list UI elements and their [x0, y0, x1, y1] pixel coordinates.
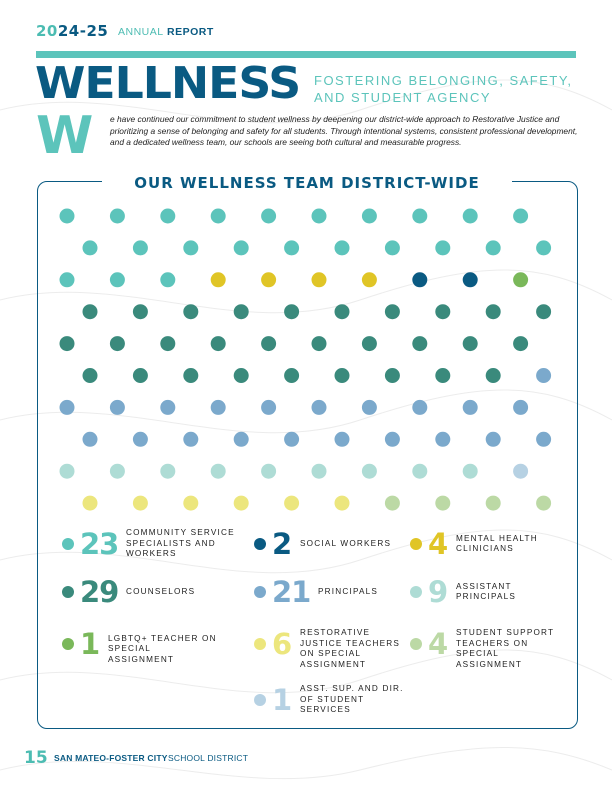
team-dot-pale_teal — [110, 464, 125, 479]
team-dot-dark_teal — [261, 336, 276, 351]
team-dot-pale_teal — [412, 464, 427, 479]
team-dot-blue — [60, 400, 75, 415]
team-dot-dark_teal — [160, 336, 175, 351]
team-dot-teal — [160, 209, 175, 224]
page-subtitle: FOSTERING BELONGING, SAFETY, AND STUDENT AGENCY — [314, 73, 573, 105]
team-dot-blue — [234, 432, 249, 447]
legend-count: 21 — [272, 575, 311, 609]
team-dot-teal — [133, 240, 148, 255]
legend-count: 6 — [272, 627, 292, 661]
team-dot-dark_teal — [486, 368, 501, 383]
legend-label: SOCIAL WORKERS — [300, 538, 392, 548]
team-dot-pale_green — [486, 496, 501, 511]
intro-paragraph: e have continued our commitment to student wellness by deepening our district-wide approach to Restorative Justice and prioritizing a sense of belonging and safety for all students. Through intentional systems, consistent professional development, and a dedicated wellness team, our schools are seeing both cultural and measurable progress. — [110, 114, 578, 148]
team-dot-blue — [133, 432, 148, 447]
team-dot-teal — [385, 240, 400, 255]
team-dot-dark_teal — [183, 304, 198, 319]
team-dot-pale_teal — [60, 464, 75, 479]
team-dot-dark_teal — [284, 368, 299, 383]
team-dot-pale_teal — [463, 464, 478, 479]
team-dot-blue — [284, 432, 299, 447]
team-dot-pale_teal — [362, 464, 377, 479]
legend-count: 9 — [428, 575, 448, 609]
team-dot-teal — [160, 272, 175, 287]
legend-count: 29 — [80, 575, 119, 609]
team-dot-dark_teal — [83, 304, 98, 319]
legend-label: STUDENT SUPPORT TEACHERS ON SPECIAL ASSIGNMENT — [456, 628, 555, 669]
team-dot-blue — [536, 368, 551, 383]
team-dot-blue — [412, 400, 427, 415]
team-dot-blue — [312, 400, 327, 415]
team-dot-blue — [536, 432, 551, 447]
legend-label: ASST. SUP. AND DIR. OF STUDENT SERVICES — [300, 684, 404, 715]
team-dot-teal — [284, 240, 299, 255]
legend-count: 4 — [428, 527, 448, 561]
team-dot-dark_teal — [385, 368, 400, 383]
team-dot-pale_teal — [261, 464, 276, 479]
team-dot-yellow — [211, 272, 226, 287]
team-dot-blue — [463, 400, 478, 415]
team-dot-pale_green — [536, 496, 551, 511]
team-dot-pale_yellow — [83, 496, 98, 511]
team-dot-pale_teal — [312, 464, 327, 479]
team-dot-blue — [261, 400, 276, 415]
team-dot-dark_teal — [183, 368, 198, 383]
legend-label: COMMUNITY SERVICE SPECIALISTS AND WORKERS — [126, 528, 235, 559]
team-dot-dark_teal — [133, 368, 148, 383]
panel-title: OUR WELLNESS TEAM DISTRICT-WIDE — [102, 172, 512, 194]
legend-count: 1 — [80, 627, 100, 661]
footer-district-name: SAN MATEO-FOSTER CITY — [54, 753, 168, 763]
team-dot-teal — [234, 240, 249, 255]
team-dot-blue — [110, 400, 125, 415]
legend-dot — [410, 538, 422, 550]
team-dot-blue — [385, 432, 400, 447]
legend-dot — [62, 638, 74, 650]
team-dot-teal — [211, 209, 226, 224]
team-dot-pale_teal — [160, 464, 175, 479]
team-dot-teal — [513, 209, 528, 224]
legend-label: COUNSELORS — [126, 586, 196, 596]
team-dot-yellow — [362, 272, 377, 287]
team-dot-teal — [60, 272, 75, 287]
team-dot-yellow — [261, 272, 276, 287]
team-dot-dark_teal — [110, 336, 125, 351]
team-dot-dark_teal — [133, 304, 148, 319]
team-dot-dark_teal — [234, 304, 249, 319]
team-dot-teal — [536, 240, 551, 255]
page-title: WELLNESS — [35, 58, 301, 109]
team-dot-pale_green — [385, 496, 400, 511]
legend-label: ASSISTANT PRINCIPALS — [456, 581, 517, 601]
legend-count: 23 — [80, 527, 119, 561]
team-dot-teal — [312, 209, 327, 224]
footer-school-district: SCHOOL DISTRICT — [168, 753, 249, 763]
team-dot-blue — [435, 432, 450, 447]
header-report: REPORT — [167, 26, 214, 38]
legend-dot — [62, 538, 74, 550]
legend-dot — [62, 586, 74, 598]
team-dot-blue — [211, 400, 226, 415]
team-dot-pale_yellow — [335, 496, 350, 511]
team-dot-blue — [183, 432, 198, 447]
team-dot-teal — [83, 240, 98, 255]
legend-dot — [254, 538, 266, 550]
legend-label: MENTAL HEALTH CLINICIANS — [456, 533, 538, 553]
team-dot-teal — [362, 209, 377, 224]
team-dot-blue — [486, 432, 501, 447]
team-dot-blue — [160, 400, 175, 415]
team-dot-teal — [435, 240, 450, 255]
team-dot-pale_green — [435, 496, 450, 511]
team-dot-dark_teal — [312, 336, 327, 351]
team-dot-teal — [110, 272, 125, 287]
team-dot-dark_teal — [211, 336, 226, 351]
team-dot-pale_yellow — [133, 496, 148, 511]
team-dot-teal — [60, 209, 75, 224]
team-dot-dark_teal — [536, 304, 551, 319]
legend-dot — [254, 586, 266, 598]
team-dot-dark_teal — [385, 304, 400, 319]
team-dot-pale_yellow — [183, 496, 198, 511]
legend-dot — [410, 586, 422, 598]
team-dot-pale_teal — [211, 464, 226, 479]
legend-dot — [254, 638, 266, 650]
team-dot-teal — [335, 240, 350, 255]
team-dot-blue — [335, 432, 350, 447]
legend-label: PRINCIPALS — [318, 586, 379, 596]
team-dot-teal — [412, 209, 427, 224]
report-year-part2: 24-25 — [57, 22, 109, 40]
report-year-part1: 20 — [36, 22, 58, 40]
team-dot-dark_teal — [234, 368, 249, 383]
team-dot-teal — [261, 209, 276, 224]
legend-label: RESTORATIVE JUSTICE TEACHERS ON SPECIAL ASSIGNMENT — [300, 628, 401, 669]
team-dot-teal — [463, 209, 478, 224]
team-dot-dark_teal — [83, 368, 98, 383]
intro-dropcap: W — [36, 106, 94, 166]
team-dot-dark_teal — [513, 336, 528, 351]
team-dot-yellow — [312, 272, 327, 287]
team-dot-blue — [513, 400, 528, 415]
team-dot-dark_teal — [486, 304, 501, 319]
legend-dot — [410, 638, 422, 650]
team-dot-dark_teal — [463, 336, 478, 351]
team-dot-dark_teal — [284, 304, 299, 319]
team-dot-dark_teal — [435, 368, 450, 383]
header-annual: ANNUAL — [118, 26, 164, 38]
team-dot-dark_teal — [335, 368, 350, 383]
team-dot-dark_teal — [435, 304, 450, 319]
team-dot-dark_teal — [362, 336, 377, 351]
team-dot-pale_yellow — [284, 496, 299, 511]
legend-label: LGBTQ+ TEACHER ON SPECIAL ASSIGNMENT — [108, 633, 217, 664]
team-dot-teal — [110, 209, 125, 224]
team-dot-dark_teal — [412, 336, 427, 351]
legend-count: 4 — [428, 627, 448, 661]
team-dot-pale_blue — [513, 464, 528, 479]
team-dot-dark_teal — [60, 336, 75, 351]
team-dot-navy — [463, 272, 478, 287]
team-dot-blue — [83, 432, 98, 447]
team-dot-blue — [362, 400, 377, 415]
legend-dot — [254, 694, 266, 706]
team-dot-navy — [412, 272, 427, 287]
legend-count: 2 — [272, 527, 292, 561]
page-number: 15 — [24, 748, 48, 768]
team-dot-pale_yellow — [234, 496, 249, 511]
legend-count: 1 — [272, 683, 292, 717]
team-dot-teal — [486, 240, 501, 255]
team-dot-teal — [183, 240, 198, 255]
team-dot-dark_teal — [335, 304, 350, 319]
team-dot-green — [513, 272, 528, 287]
